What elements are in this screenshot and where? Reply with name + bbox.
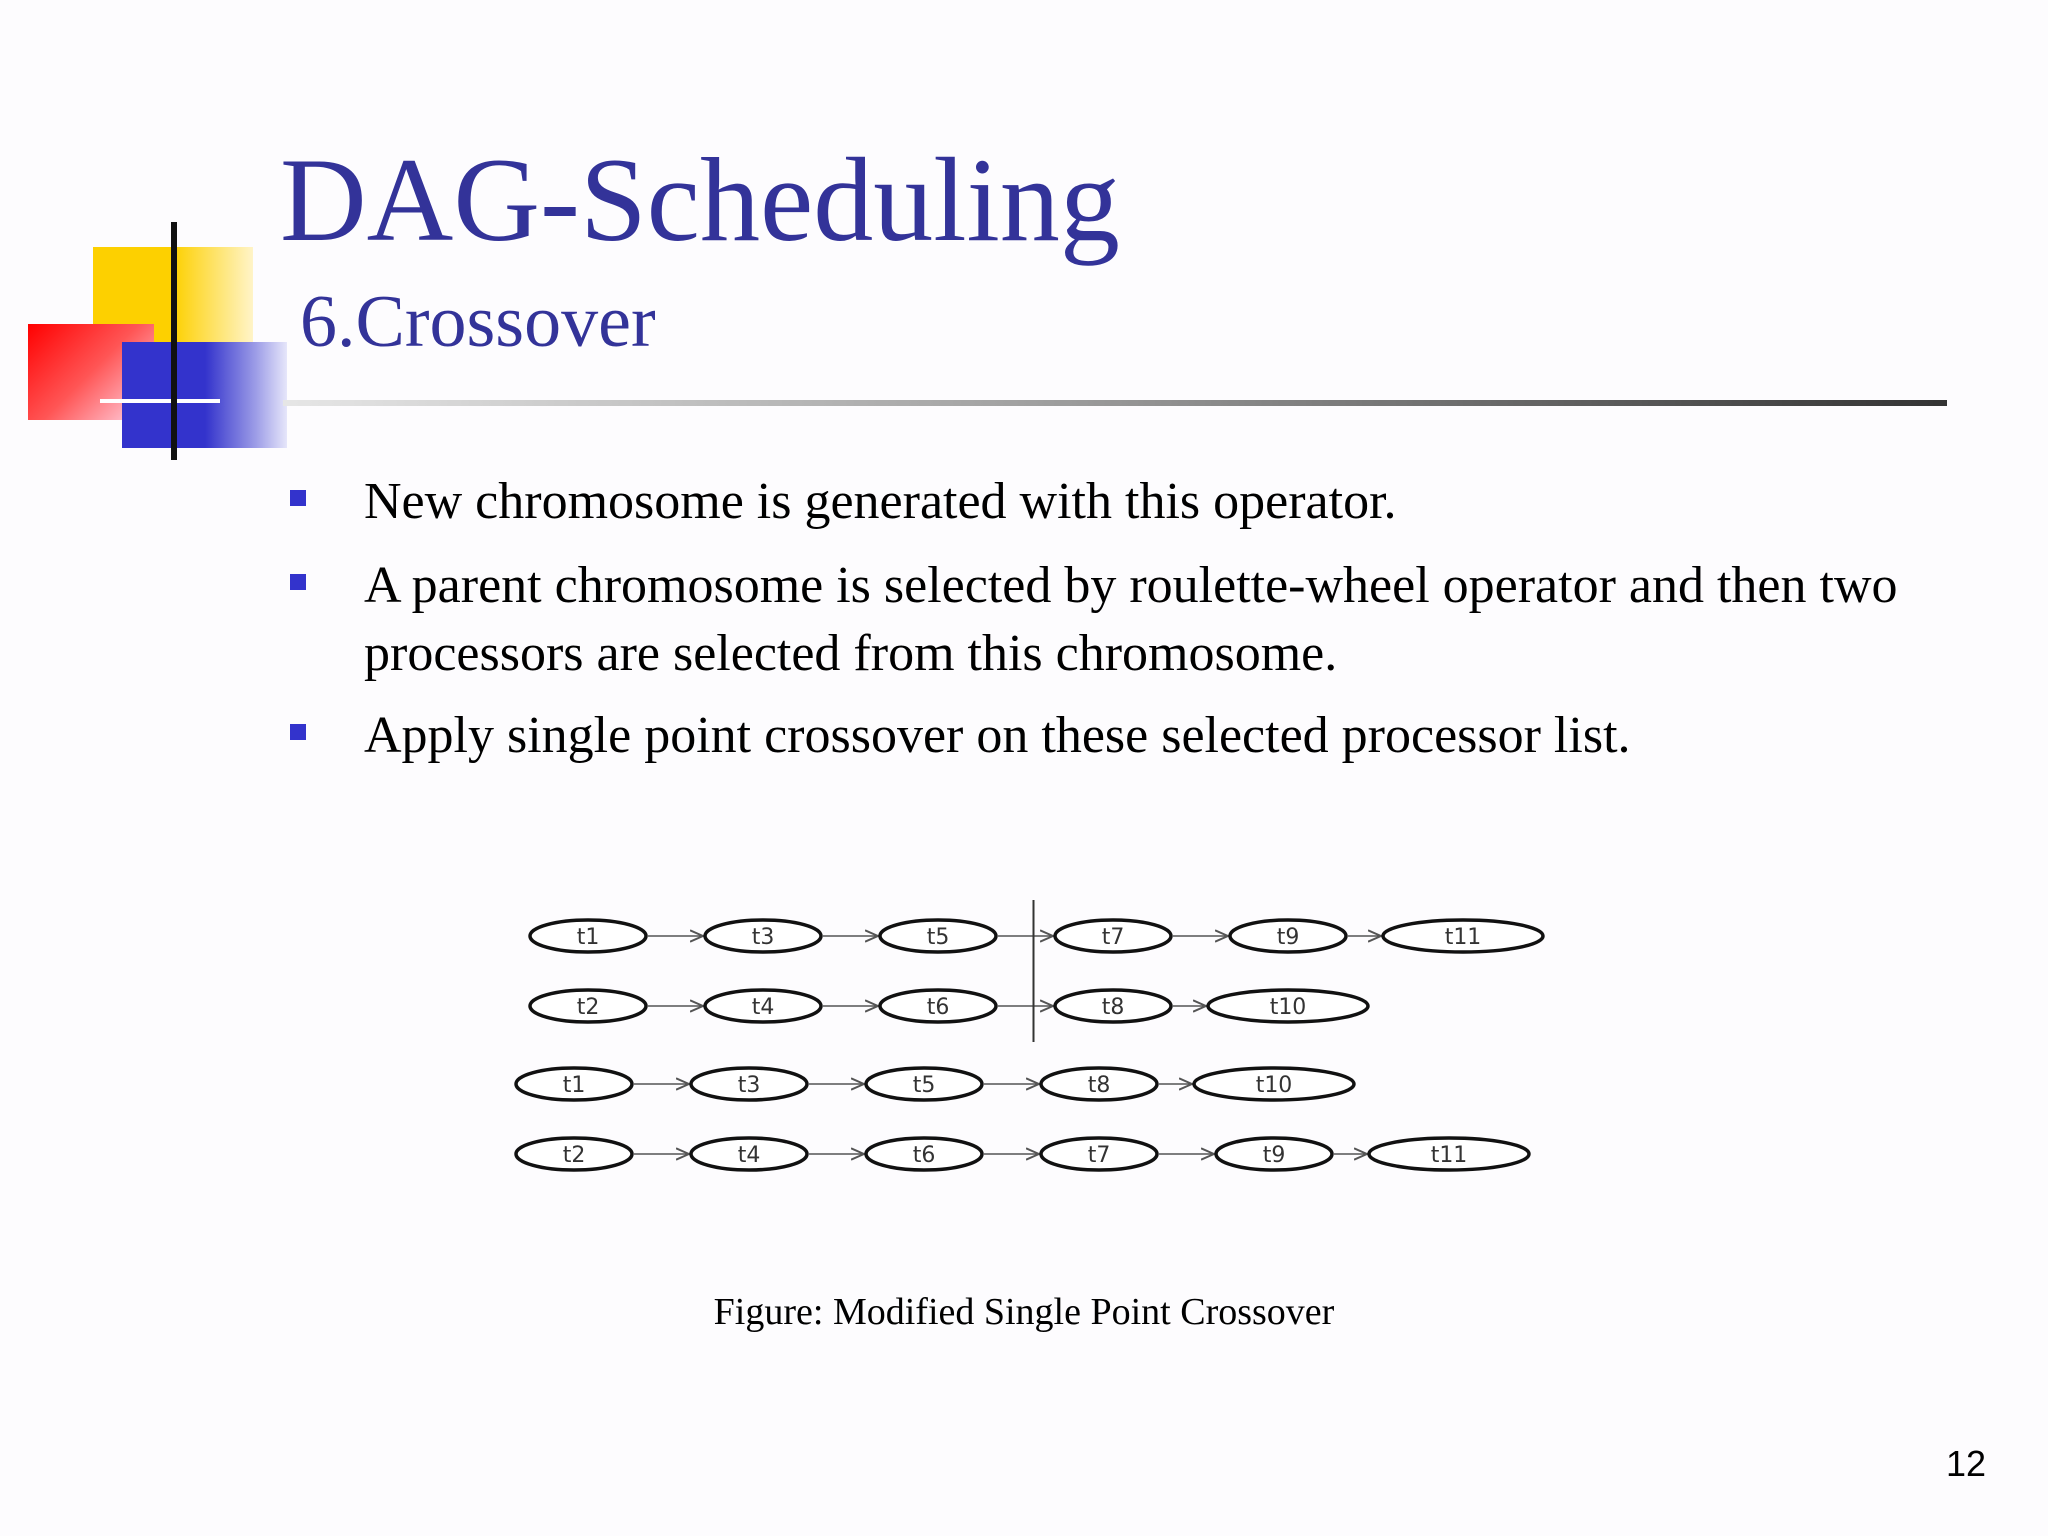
square-bullet-icon [290,490,306,506]
bullet-item [290,552,2010,688]
task-label: t7 [1101,925,1125,950]
crossover-diagram [510,892,1620,1182]
task-label: t10 [1269,995,1307,1020]
task-label: t5 [912,1073,936,1098]
bullet-text: Apply single point crossover on these selected processor list. [364,707,1631,764]
bullet-item [290,468,2010,536]
task-label: t9 [1262,1143,1286,1168]
bullet-item [290,702,2010,770]
task-label: t1 [562,1073,586,1098]
square-bullet-icon [290,574,306,590]
task-label: t1 [576,925,600,950]
page-number: 12 [1945,1443,1986,1484]
task-label: t11 [1430,1143,1468,1168]
task-label: t11 [1444,925,1482,950]
task-label: t3 [737,1073,761,1098]
bullet-text: New chromosome is generated with this operator. [364,473,1397,530]
task-label: t9 [1276,925,1300,950]
task-label: t5 [926,925,950,950]
task-label: t10 [1255,1073,1293,1098]
task-label: t7 [1087,1143,1111,1168]
bullet-text: A parent chromosome is selected by roulette-wheel operator and then two processors are selected from this chromosome. [364,557,1898,682]
task-label: t4 [737,1143,761,1168]
task-label: t8 [1101,995,1125,1020]
square-bullet-icon [290,724,306,740]
deco-white-line [100,399,220,403]
slide-subtitle: 6.Crossover [300,281,656,363]
task-label: t3 [751,925,775,950]
task-label: t6 [912,1143,936,1168]
deco-vertical-line [171,222,177,460]
task-label: t2 [562,1143,586,1168]
task-label: t6 [926,995,950,1020]
deco-blue-square [122,342,205,448]
task-label: t8 [1087,1073,1111,1098]
task-label: t4 [751,995,775,1020]
figure-caption: Figure: Modified Single Point Crossover [713,1291,1335,1333]
title-rule [283,400,1947,406]
deco-blue-gradient-square [205,342,287,448]
task-label: t2 [576,995,600,1020]
slide-title: DAG-Scheduling [280,133,1120,266]
